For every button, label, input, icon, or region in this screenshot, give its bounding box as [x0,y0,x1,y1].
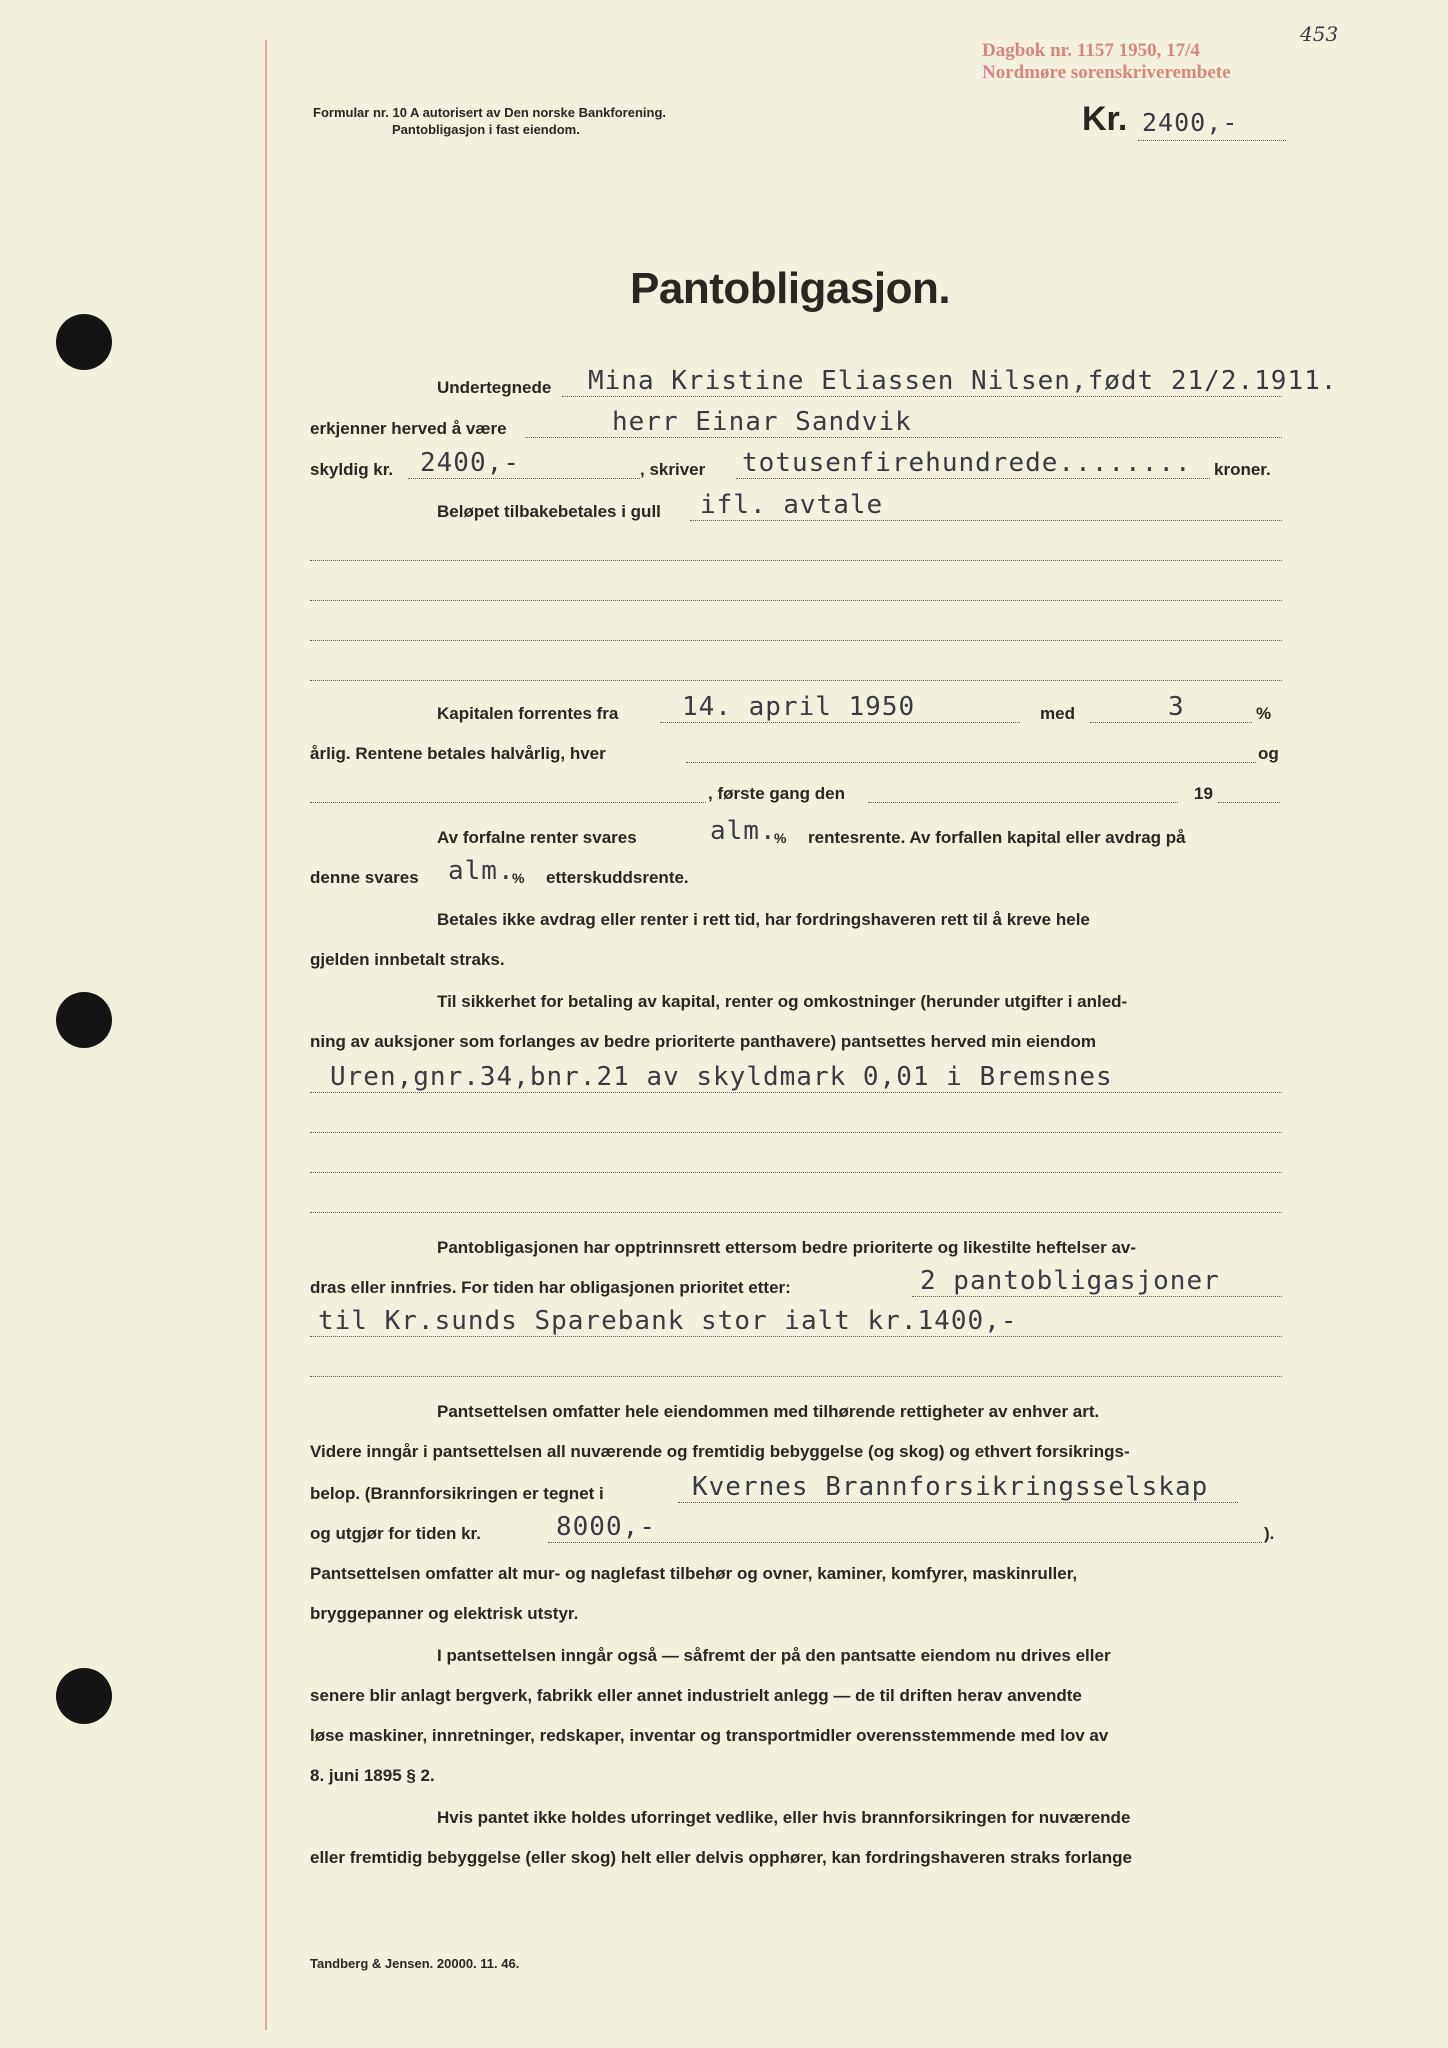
brann-value: Kvernes Brannforsikringsselskap [692,1472,1209,1502]
prioritet-value-1: 2 pantobligasjoner [920,1266,1220,1296]
belopet-rule [690,520,1282,521]
property-value: Uren,gnr.34,bnr.21 av skyldmark 0,01 i Bremsnes [330,1062,1113,1092]
skyldig-label: skyldig kr. [310,460,394,479]
hvis-line1: Hvis pantet ikke holdes uforringet vedlike, eller hvis brannforsikringen for nuværende [437,1808,1131,1827]
kroner-label: kroner. [1214,460,1271,479]
punch-hole [56,314,112,370]
property-rule [310,1092,1282,1093]
forfalne-rest: rentesrente. Av forfallen kapital eller avdrag på [808,828,1186,847]
skyldig-rule [408,478,640,479]
skriver-rule [736,478,1210,479]
betales-line1: Betales ikke avdrag eller renter i rett tid, har fordringshaveren rett til å kreve hele [437,910,1090,929]
med-label: med [1040,704,1075,723]
blank-rule [310,1172,1282,1173]
forste-label: , første gang den [708,784,845,803]
betales-line2: gjelden innbetalt straks. [310,950,505,969]
forfalne-label: Av forfalne renter svares [437,828,637,847]
skriver-label: , skriver [640,460,706,479]
printer-footer: Tandberg & Jensen. 20000. 11. 46. [310,1956,520,1971]
omfatter-line1: Pantsettelsen omfatter hele eiendommen med tilhørende rettigheter av enhver art. [437,1402,1100,1421]
brann-rule [678,1502,1238,1503]
year-prefix: 19 [1194,784,1213,803]
arlig-rule [686,762,1256,763]
registration-stamp-line2: Nordmøre sorenskriverembete [982,62,1231,83]
document-title: Pantobligasjon. [630,264,951,313]
blank-rule [310,1212,1282,1213]
amount-value: 2400,- [1142,108,1239,137]
forste-pre-rule [310,802,706,803]
erkjenner-label: erkjenner herved å være [310,419,507,438]
registration-stamp-line1: Dagbok nr. 1157 1950, 17/4 [982,40,1200,61]
og-label: og [1258,744,1279,763]
folio-number: 453 [1300,22,1339,46]
brann-label: belop. (Brannforsikringen er tegnet i [310,1484,604,1503]
sikkerhet-line1: Til sikkerhet for betaling av kapital, renter og omkostninger (herunder utgifter i anled- [437,992,1128,1011]
kapitalen-rule [660,722,1020,723]
blank-rule [310,600,1282,601]
year-rule [1218,802,1280,803]
punch-hole [56,992,112,1048]
blank-rule [310,560,1282,561]
blank-rule [310,1376,1282,1377]
kapitalen-value: 14. april 1950 [682,692,916,722]
prioritet-rule-1 [912,1296,1282,1297]
utgjor-close: ). [1264,1524,1275,1543]
tilbehor-line1: Pantsettelsen omfatter alt mur- og naglefast tilbehør og ovner, kaminer, komfyrer, maskinruller, [310,1564,1078,1583]
denne-value: alm. [448,856,515,886]
punch-hole [56,1668,112,1724]
form-header-line2: Pantobligasjon i fast eiendom. [392,122,580,137]
prioritet-rule-2 [310,1336,1282,1337]
belopet-value: ifl. avtale [700,490,884,520]
denne-rest: etterskuddsrente. [546,868,689,887]
skriver-value: totusenfirehundrede........ [742,448,1192,478]
utgjor-rule [548,1542,1262,1543]
undertegnede-value: Mina Kristine Eliassen Nilsen,født 21/2.1911. [588,366,1338,396]
amount-label: Kr. [1082,100,1128,138]
rate-value: 3 [1168,692,1185,722]
hvis-line2: eller fremtidig bebyggelse (eller skog) helt eller delvis opphører, kan fordringshaveren straks forlange [310,1848,1132,1867]
amount-rule [1138,140,1286,141]
undertegnede-rule [562,396,1282,397]
sikkerhet-line2: ning av auksjoner som forlanges av bedre prioriterte panthavere) pantsettes herved min eiendom [310,1032,1097,1051]
blank-rule [310,680,1282,681]
margin-line [265,40,267,2030]
rate-rule [1090,722,1252,723]
arlig-label: årlig. Rentene betales halvårlig, hver [310,744,606,763]
inngar-line1: I pantsettelsen inngår også — såfremt der på den pantsatte eiendom nu drives eller [437,1646,1111,1665]
inngar-line2: senere blir anlagt bergverk, fabrikk eller annet industrielt anlegg — de til driften herav anvendte [310,1686,1082,1705]
percent-sign: % [1256,704,1272,723]
forste-rule [868,802,1178,803]
inngar-line4: 8. juni 1895 § 2. [310,1766,435,1785]
erkjenner-value: herr Einar Sandvik [612,407,912,437]
inngar-line3: løse maskiner, innretninger, redskaper, inventar og transportmidler overensstemmende med lov av [310,1726,1109,1745]
erkjenner-rule [525,437,1282,438]
belopet-label: Beløpet tilbakebetales i gull [437,502,661,521]
undertegnede-label: Undertegnede [437,378,552,397]
omfatter-line2: Videre inngår i pantsettelsen all nuværende og fremtidig bebyggelse (og skog) og ethvert forsikrings- [310,1442,1130,1461]
forfalne-percent: % [774,830,787,846]
prioritet-line2: dras eller innfries. For tiden har obligasjonen prioritet etter: [310,1278,791,1297]
denne-label: denne svares [310,868,419,887]
denne-percent: % [512,870,525,886]
prioritet-line1: Pantobligasjonen har opptrinnsrett ettersom bedre prioriterte og likestilte heftelser av- [437,1238,1137,1257]
kapitalen-label: Kapitalen forrentes fra [437,704,619,723]
form-header-line1: Formular nr. 10 A autorisert av Den norske Bankforening. [313,105,667,120]
blank-rule [310,640,1282,641]
forfalne-value: alm. [710,816,777,846]
skyldig-value: 2400,- [420,448,520,478]
tilbehor-line2: bryggepanner og elektrisk utstyr. [310,1604,579,1623]
blank-rule [310,1132,1282,1133]
prioritet-value-2: til Kr.sunds Sparebank stor ialt kr.1400,- [318,1306,1018,1336]
utgjor-label: og utgjør for tiden kr. [310,1524,481,1543]
utgjor-value: 8000,- [556,1512,656,1542]
